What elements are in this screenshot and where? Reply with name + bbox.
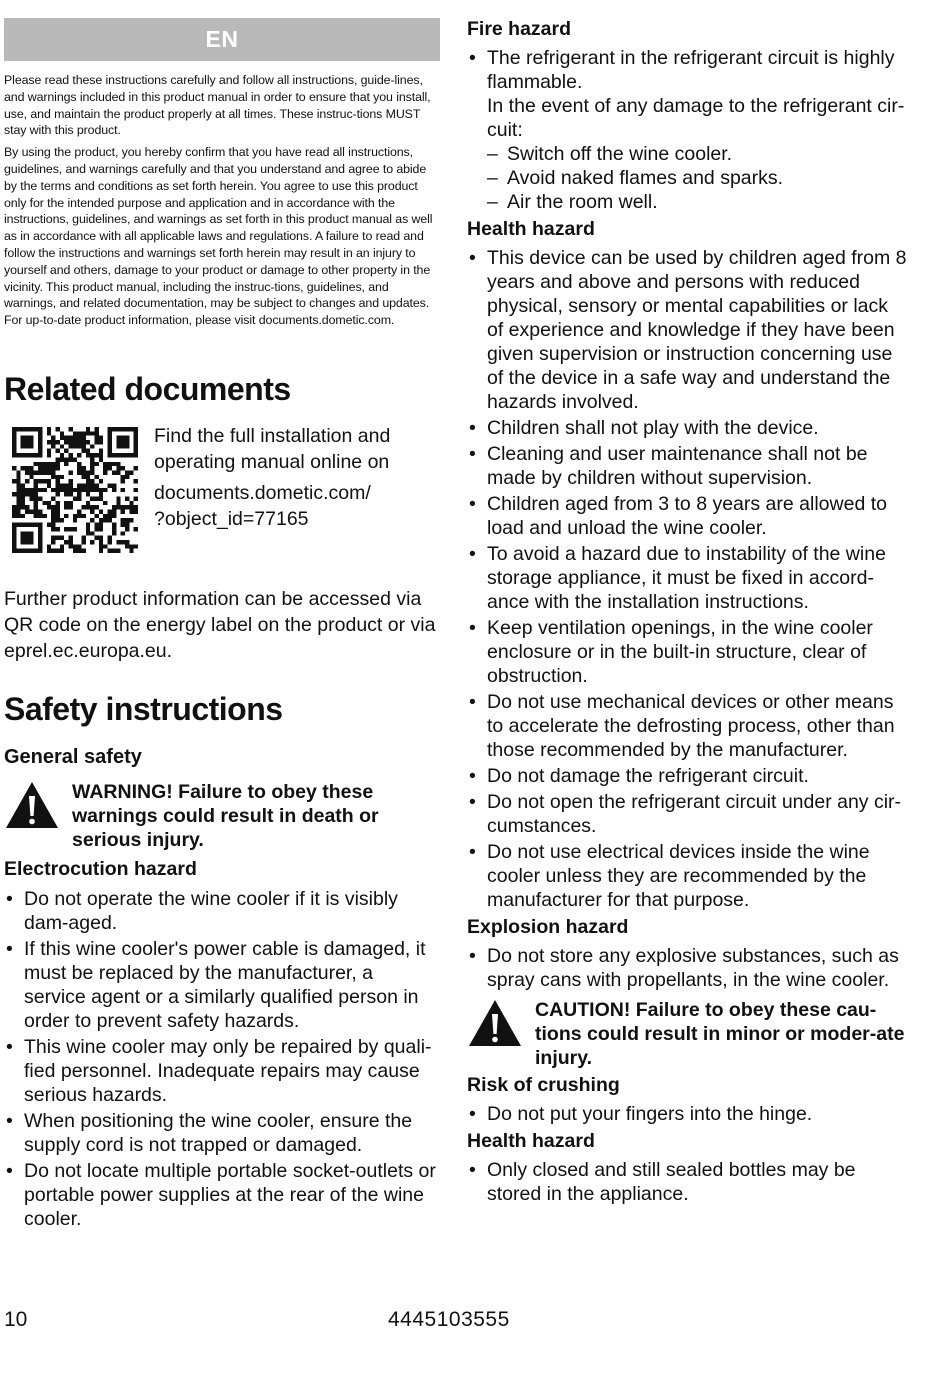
safety-instructions-heading: Safety instructions [4, 690, 283, 727]
list-item: • Do not damage the refrigerant circuit. [467, 764, 907, 788]
related-line-2: operating manual online on [154, 450, 390, 473]
list-item: • Do not operate the wine cooler if it is visibly dam-aged. [4, 887, 440, 935]
related-documents-heading: Related documents [4, 370, 291, 407]
caution-triangle-icon [467, 998, 523, 1048]
language-header: EN [4, 18, 440, 61]
intro-paragraph-2: By using the product, you hereby confirm that you have read all instructions, guidelines, and warnings carefully and that you understand and agree to abide by the terms and conditions as set forth herein. You agree to use this product only for the intended purpose and application and in accordance with the instructions, guidelines, and warnings as set forth in this product manual as well as in accordance with all applicable laws and regulations. A failure to read and follow the instructions and warnings set forth herein may result in an injury to yourself and others, damage to your product or damage to other property in the vicinity. This product manual, including the instruc-tions, guidelines, and warnings, and related documentation, may be subject to changes and updates. For up-to-date product information, please visit documents.dometic.com. [4, 145, 433, 328]
list-item: • This wine cooler may only be repaired by quali-fied personnel. Inadequate repairs may cause serious hazards. [4, 1035, 440, 1107]
documents-url-link[interactable]: documents.dometic.com/ [154, 481, 371, 504]
list-item: • If this wine cooler's power cable is damaged, it must be replaced by the manufacturer, a service agent or a similarly qualified person in order to prevent safety hazards. [4, 937, 440, 1033]
warning-block [4, 780, 440, 852]
list-item: • Children shall not play with the device. [467, 416, 907, 440]
list-item: • Do not open the refrigerant circuit under any cir-cumstances. [467, 790, 907, 838]
left-column [4, 18, 440, 1233]
list-item: • To avoid a hazard due to instability of the wine storage appliance, it must be fixed in accord-ance with the installation instructions. [467, 542, 907, 614]
list-item: • Cleaning and user maintenance shall not be made by children without supervision. [467, 442, 907, 490]
health-hazard-list [467, 246, 907, 912]
further-info-paragraph: Further product information can be accessed via QR code on the energy label on the product or via eprel.ec.europa.eu. [4, 587, 436, 662]
list-item: • Do not store any explosive substances, such as spray cans with propellants, in the wine cooler. [467, 944, 907, 992]
document-number: 4445103555 [388, 1308, 510, 1331]
crushing-list [467, 1102, 907, 1126]
fire-item-text: • The refrigerant in the refrigerant circuit is highly flammable. [487, 47, 895, 93]
fire-hazard-list [467, 46, 907, 214]
list-item: • Keep ventilation openings, in the wine cooler enclosure or in the built-in structure, clear of obstruction. [467, 616, 907, 688]
intro-paragraph-1: Please read these instructions carefully and follow all instructions, guide-lines, and warnings included in this product manual in order to ensure that you install, use, and maintain the product properly at all times. These instruc-tions MUST stay with this product. [4, 73, 431, 138]
sub-list-item: – Air the room well. [487, 190, 907, 214]
health-hazard-list-2 [467, 1158, 907, 1206]
health-hazard-heading-2: Health hazard [467, 1130, 595, 1152]
list-item [467, 46, 907, 214]
explosion-hazard-list [467, 944, 907, 992]
list-item: • Only closed and still sealed bottles may be stored in the appliance. [467, 1158, 907, 1206]
documents-url-object-id[interactable]: ?object_id=77165 [154, 507, 309, 530]
caution-block [467, 998, 907, 1070]
fire-sub-list [487, 142, 907, 214]
qr-code-icon [12, 427, 138, 553]
explosion-hazard-heading: Explosion hazard [467, 916, 629, 938]
electrocution-hazard-heading: Electrocution hazard [4, 857, 197, 880]
related-documents-block [4, 423, 440, 553]
list-item: • Do not use electrical devices inside the wine cooler unless they are recommended by the manufacturer for that purpose. [467, 840, 907, 912]
list-item: • Do not put your fingers into the hinge. [467, 1102, 907, 1126]
list-item: • Children aged from 3 to 8 years are allowed to load and unload the wine cooler. [467, 492, 907, 540]
fire-item-continuation: In the event of any damage to the refrigerant cir-cuit: [487, 95, 905, 141]
list-item: • When positioning the wine cooler, ensure the supply cord is not trapped or damaged. [4, 1109, 440, 1157]
warning-text: WARNING! Failure to obey these warnings could result in death or serious injury. [72, 780, 379, 851]
related-documents-text [154, 423, 390, 553]
warning-triangle-icon [4, 780, 60, 830]
sub-list-item: – Switch off the wine cooler. [487, 142, 907, 166]
list-item: • Do not locate multiple portable socket-outlets or portable power supplies at the rear of the wine cooler. [4, 1159, 440, 1231]
list-item: • Do not use mechanical devices or other means to accelerate the defrosting process, other than those recommended by the manufacturer. [467, 690, 907, 762]
sub-list-item: – Avoid naked flames and sparks. [487, 166, 907, 190]
list-item: • This device can be used by children aged from 8 years and above and persons with reduced physical, sensory or mental capabilities or lack of experience and knowledge if they have been given supervision or instruction concerning use of the device in a safe way and understand the hazards involved. [467, 246, 907, 414]
related-line-1: Find the full installation and [154, 424, 391, 447]
fire-hazard-heading: Fire hazard [467, 18, 572, 40]
right-column [467, 16, 907, 1208]
risk-of-crushing-heading: Risk of crushing [467, 1074, 620, 1096]
general-safety-heading: General safety [4, 745, 142, 768]
electrocution-list [4, 887, 440, 1231]
caution-text: CAUTION! Failure to obey these cau-tions could result in minor or moder-ate injury. [535, 999, 905, 1069]
health-hazard-heading: Health hazard [467, 218, 595, 240]
page-number: 10 [4, 1308, 28, 1331]
